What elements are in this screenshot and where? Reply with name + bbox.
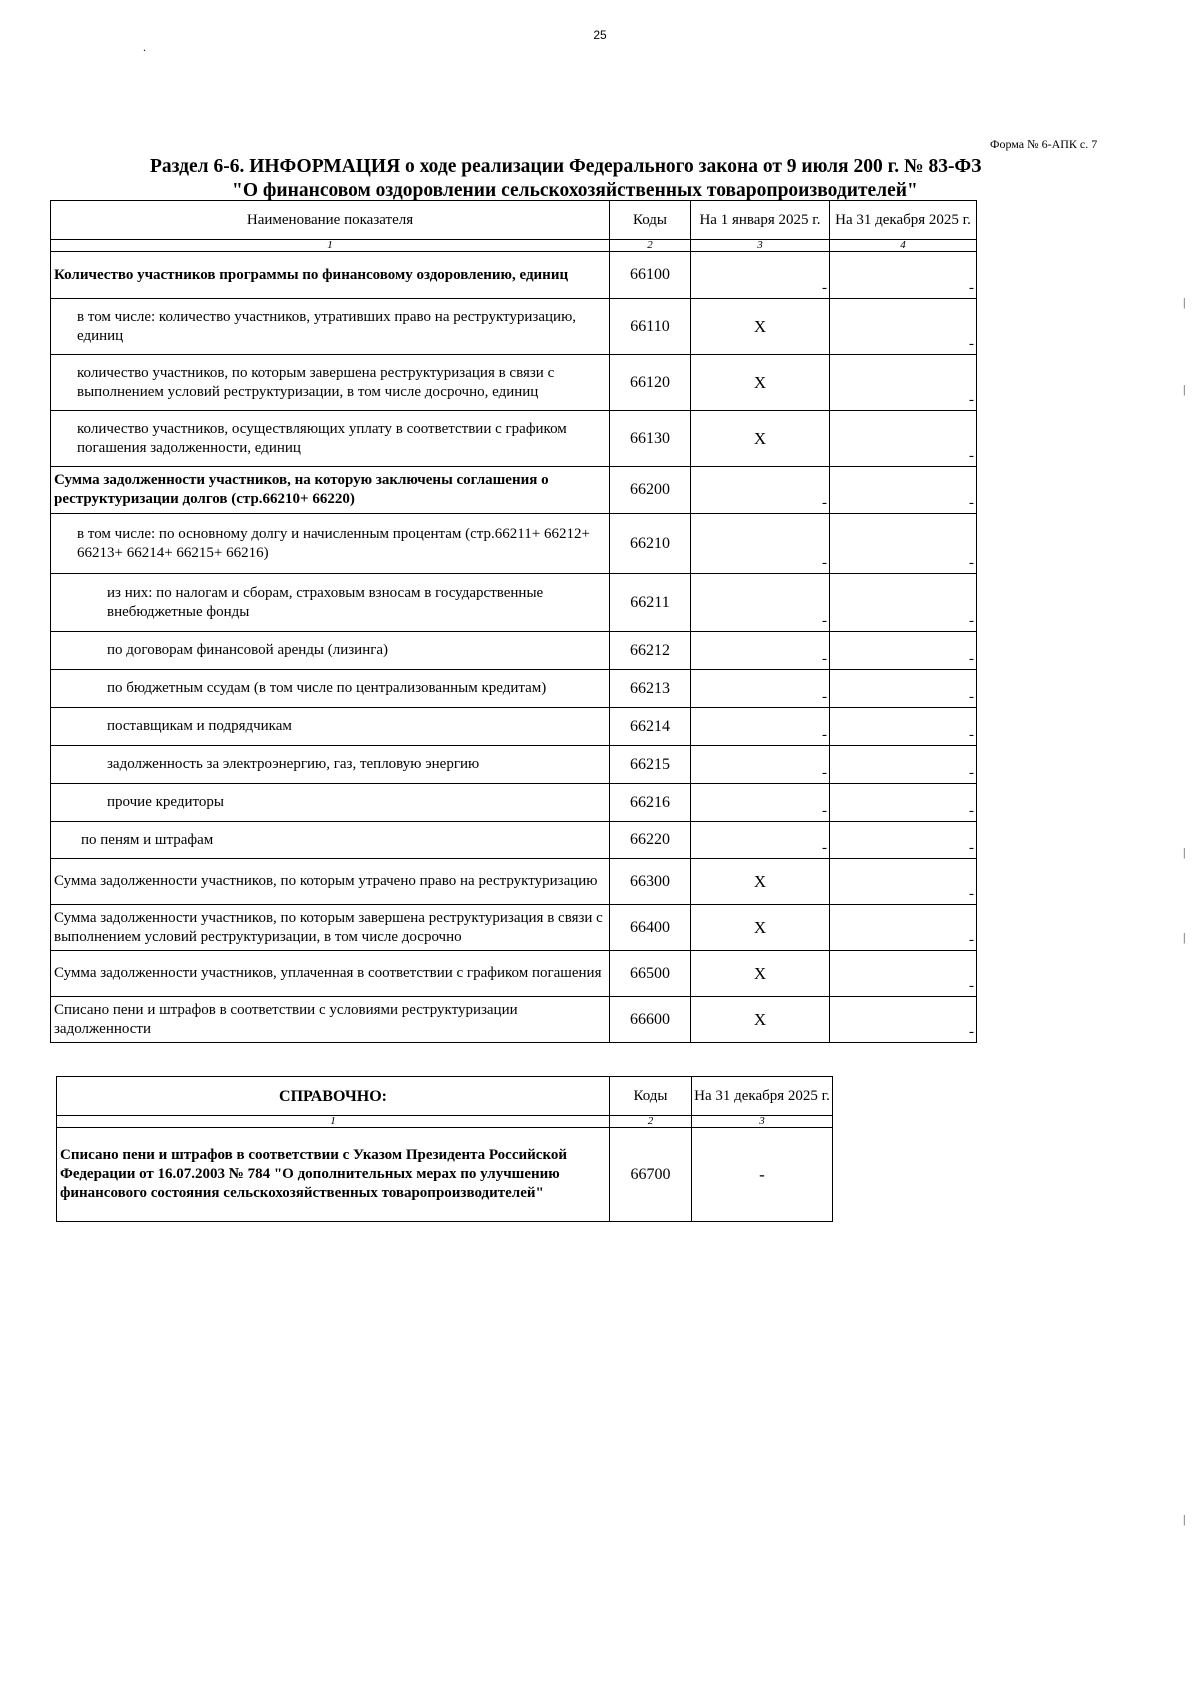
row-value-col3: - bbox=[691, 784, 830, 822]
row-value-col4: - bbox=[830, 822, 977, 859]
row-code: 66110 bbox=[610, 299, 691, 355]
row-label: Списано пени и штрафов в соответствии с Указом Президента Российской Федерации от 16.07.2003 № 784 "О дополнительных мерах по улучшению финансового состояния сельскохозяйственных товаропроизводителей" bbox=[57, 1128, 610, 1222]
row-label: Сумма задолженности участников, уплаченная в соответствии с графиком погашения bbox=[51, 951, 610, 997]
row-label: Количество участников программы по финансовому оздоровлению, единиц bbox=[51, 252, 610, 299]
row-value-col4: - bbox=[830, 411, 977, 467]
header-col3: На 1 января 2025 г. bbox=[691, 201, 830, 240]
scan-mark: | bbox=[1183, 930, 1186, 944]
row-label: задолженность за электроэнергию, газ, тепловую энергию bbox=[51, 746, 610, 784]
row-value-col4: - bbox=[830, 670, 977, 708]
row-value-col3: X bbox=[691, 355, 830, 411]
row-code: 66120 bbox=[610, 355, 691, 411]
column-number: 1 bbox=[51, 240, 610, 252]
scan-mark: | bbox=[1183, 295, 1186, 309]
row-value-col4: - bbox=[830, 746, 977, 784]
table-row bbox=[51, 252, 977, 299]
table-row bbox=[51, 355, 977, 411]
scan-speck: . bbox=[143, 40, 146, 54]
row-label: в том числе: количество участников, утративших право на реструктуризацию, единиц bbox=[51, 299, 610, 355]
row-code: 66100 bbox=[610, 252, 691, 299]
row-value-col3: - bbox=[691, 632, 830, 670]
table-row bbox=[51, 784, 977, 822]
row-label: по пеням и штрафам bbox=[51, 822, 610, 859]
row-label: Списано пени и штрафов в соответствии с условиями реструктуризации задолженности bbox=[51, 997, 610, 1043]
row-label: в том числе: по основному долгу и начисленным процентам (стр.66211+ 66212+ 66213+ 66214+ 66215+ 66216) bbox=[51, 514, 610, 574]
row-label: Сумма задолженности участников, по которым утрачено право на реструктуризацию bbox=[51, 859, 610, 905]
scan-mark: | bbox=[1183, 1512, 1186, 1526]
row-value-col4: - bbox=[830, 467, 977, 514]
row-value-col4: - bbox=[830, 859, 977, 905]
row-value-col4: - bbox=[830, 905, 977, 951]
row-value-col3: - bbox=[691, 670, 830, 708]
row-label: из них: по налогам и сборам, страховым взносам в государственные внебюджетные фонды bbox=[51, 574, 610, 632]
row-value-col3: - bbox=[691, 822, 830, 859]
row-value-col3: - bbox=[691, 746, 830, 784]
row-value-col3: - bbox=[692, 1128, 833, 1222]
row-code: 66213 bbox=[610, 670, 691, 708]
row-value-col4: - bbox=[830, 784, 977, 822]
row-value-col3: - bbox=[691, 708, 830, 746]
column-number-row bbox=[51, 240, 977, 252]
table-row bbox=[51, 632, 977, 670]
header-row bbox=[51, 201, 977, 240]
row-value-col4: - bbox=[830, 708, 977, 746]
header-col3: На 31 декабря 2025 г. bbox=[692, 1077, 833, 1116]
section-title: Раздел 6-6. ИНФОРМАЦИЯ о ходе реализации Федерального закона от 9 июля 200 г. № 83-ФЗ bbox=[150, 156, 982, 177]
row-value-col3: X bbox=[691, 299, 830, 355]
row-value-col4: - bbox=[830, 355, 977, 411]
table-row bbox=[51, 467, 977, 514]
row-label: Сумма задолженности участников, по которым завершена реструктуризация в связи с выполнением условий реструктуризации, в том числе досрочно bbox=[51, 905, 610, 951]
table-row bbox=[51, 670, 977, 708]
row-value-col4: - bbox=[830, 951, 977, 997]
row-value-col4: - bbox=[830, 299, 977, 355]
column-number: 2 bbox=[610, 1116, 692, 1128]
row-value-col4: - bbox=[830, 252, 977, 299]
reference-heading: СПРАВОЧНО: bbox=[57, 1077, 610, 1116]
table-row bbox=[51, 859, 977, 905]
table-row bbox=[51, 411, 977, 467]
row-value-col3: X bbox=[691, 997, 830, 1043]
table-row bbox=[51, 299, 977, 355]
row-label: Сумма задолженности участников, на которую заключены соглашения о реструктуризации долгов (стр.66210+ 66220) bbox=[51, 467, 610, 514]
row-value-col3: - bbox=[691, 467, 830, 514]
header-code: Коды bbox=[610, 201, 691, 240]
row-code: 66210 bbox=[610, 514, 691, 574]
row-label: количество участников, по которым завершена реструктуризация в связи с выполнением условий реструктуризации, в том числе досрочно, единиц bbox=[51, 355, 610, 411]
row-code: 66700 bbox=[610, 1128, 692, 1222]
row-code: 66216 bbox=[610, 784, 691, 822]
row-code: 66211 bbox=[610, 574, 691, 632]
scan-mark: | bbox=[1183, 845, 1186, 859]
table-row bbox=[51, 997, 977, 1043]
row-code: 66300 bbox=[610, 859, 691, 905]
column-number: 4 bbox=[830, 240, 977, 252]
scan-mark: | bbox=[1183, 382, 1186, 396]
row-value-col3: - bbox=[691, 252, 830, 299]
row-value-col4: - bbox=[830, 632, 977, 670]
row-code: 66130 bbox=[610, 411, 691, 467]
row-value-col3: X bbox=[691, 411, 830, 467]
row-label: поставщикам и подрядчикам bbox=[51, 708, 610, 746]
row-value-col3: X bbox=[691, 905, 830, 951]
header-col4: На 31 декабря 2025 г. bbox=[830, 201, 977, 240]
table-row bbox=[51, 708, 977, 746]
row-code: 66220 bbox=[610, 822, 691, 859]
table-row bbox=[51, 822, 977, 859]
row-label: по договорам финансовой аренды (лизинга) bbox=[51, 632, 610, 670]
table-row bbox=[51, 905, 977, 951]
reference-table bbox=[56, 1076, 833, 1222]
column-number-row bbox=[57, 1116, 833, 1128]
row-value-col3: X bbox=[691, 859, 830, 905]
row-label: по бюджетным ссудам (в том числе по централизованным кредитам) bbox=[51, 670, 610, 708]
row-value-col3: - bbox=[691, 574, 830, 632]
row-code: 66600 bbox=[610, 997, 691, 1043]
header-row bbox=[57, 1077, 833, 1116]
row-value-col3: X bbox=[691, 951, 830, 997]
table-row bbox=[51, 746, 977, 784]
header-name: Наименование показателя bbox=[51, 201, 610, 240]
column-number: 1 bbox=[57, 1116, 610, 1128]
table-row bbox=[57, 1128, 833, 1222]
row-label: прочие кредиторы bbox=[51, 784, 610, 822]
row-code: 66500 bbox=[610, 951, 691, 997]
table-row bbox=[51, 951, 977, 997]
row-label: количество участников, осуществляющих уплату в соответствии с графиком погашения задолженности, единиц bbox=[51, 411, 610, 467]
row-value-col4: - bbox=[830, 997, 977, 1043]
row-value-col3: - bbox=[691, 514, 830, 574]
row-code: 66212 bbox=[610, 632, 691, 670]
column-number: 3 bbox=[692, 1116, 833, 1128]
column-number: 2 bbox=[610, 240, 691, 252]
column-number: 3 bbox=[691, 240, 830, 252]
table-row bbox=[51, 514, 977, 574]
main-table bbox=[50, 200, 977, 1043]
table-row bbox=[51, 574, 977, 632]
page-number: 25 bbox=[593, 28, 607, 42]
row-value-col4: - bbox=[830, 514, 977, 574]
row-code: 66214 bbox=[610, 708, 691, 746]
section-subtitle: "О финансовом оздоровлении сельскохозяйственных товаропроизводителей" bbox=[232, 180, 918, 201]
row-value-col4: - bbox=[830, 574, 977, 632]
row-code: 66400 bbox=[610, 905, 691, 951]
header-code: Коды bbox=[610, 1077, 692, 1116]
form-label: Форма № 6-АПК с. 7 bbox=[990, 137, 1098, 151]
row-code: 66215 bbox=[610, 746, 691, 784]
row-code: 66200 bbox=[610, 467, 691, 514]
